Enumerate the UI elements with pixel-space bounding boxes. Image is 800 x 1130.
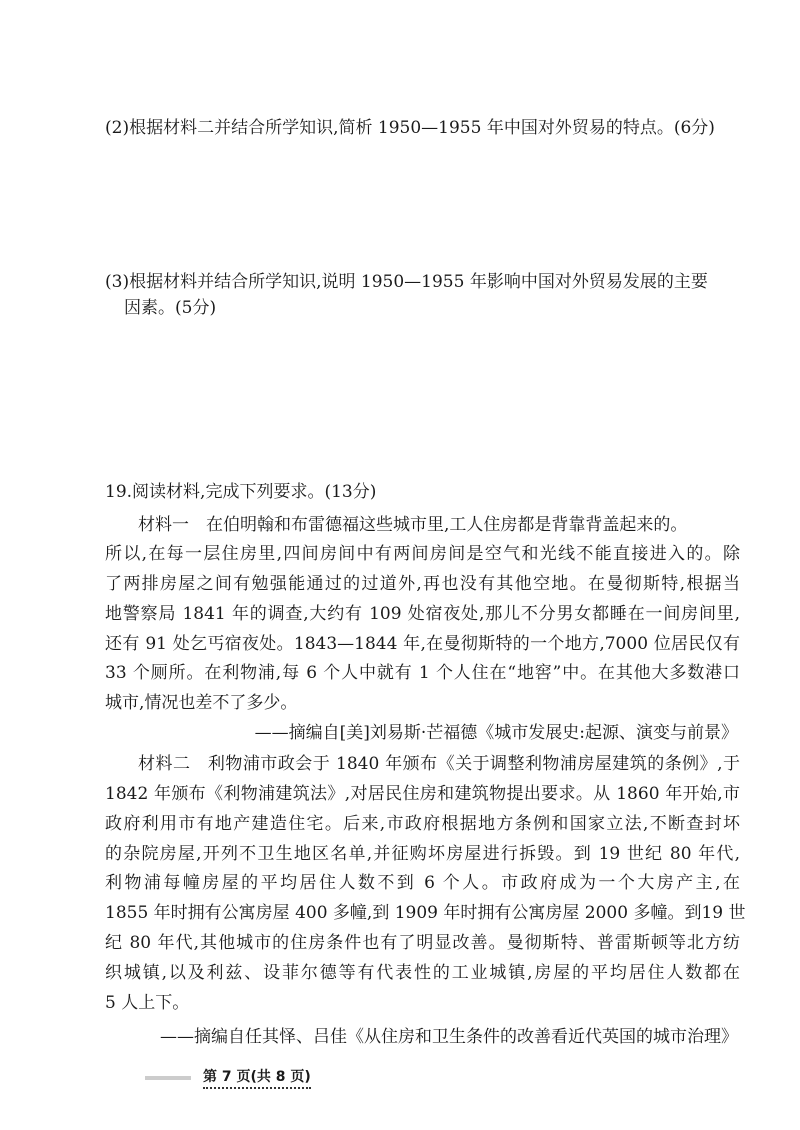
m2-line: 5 人上下。 (105, 993, 190, 1013)
m2-source: ——摘编自任其怿、吕佳《从住房和卫生条件的改善看近代英国的城市治理》 (160, 1027, 738, 1047)
m1-line: 地警察局 1841 年的调查,大约有 109 处宿夜处,那儿不分男女都睡在一间房间里, (105, 604, 740, 624)
q18-part3-line1: (3)根据材料并结合所学知识,说明 1950—1955 年影响中国对外贸易发展的主要 (105, 272, 708, 292)
m2-line: 政府利用市有地产建造住宅。后来,市政府根据地方条例和国家立法,不断查封坏 (105, 814, 740, 834)
q19-title: 19.阅读材料,完成下列要求。(13分) (105, 482, 377, 502)
m1-line: 材料一 在伯明翰和布雷德福这些城市里,工人住房都是背靠背盖起来的。 (138, 515, 688, 535)
m1-line: 33 个厕所。在利物浦,每 6 个人中就有 1 个人住在“地窖”中。在其他大多数港口 (105, 663, 740, 683)
m2-line: 利物浦每幢房屋的平均居住人数不到 6 个人。市政府成为一个大房产主,在 (105, 873, 740, 893)
m2-line: 1842 年颁布《利物浦建筑法》,对居民住房和建筑物提出要求。从 1860 年开始,市 (105, 784, 740, 804)
m1-line: 城市,情况也差不了多少。 (105, 693, 298, 713)
m1-line: 所以,在每一层住房里,四间房间中有两间房间是空气和光线不能直接进入的。除 (105, 544, 740, 564)
m1-line: 还有 91 处乞丐宿夜处。1843—1844 年,在曼彻斯特的一个地方,7000 位居民仅有 (105, 634, 740, 654)
m2-line: 材料二 利物浦市政会于 1840 年颁布《关于调整利物浦房屋建筑的条例》,于 (138, 754, 740, 774)
scan-smudge (145, 1076, 191, 1080)
page-number: 第 7 页(共 8 页) (203, 1066, 311, 1089)
m2-line: 1855 年时拥有公寓房屋 400 多幢,到 1909 年时拥有公寓房屋 2000 多幢。到19 世 (105, 903, 746, 923)
q18-part3-line2: 因素。(5分) (124, 298, 217, 318)
m1-source: ——摘编自[美]刘易斯·芒福德《城市发展史:起源、演变与前景》 (254, 723, 738, 743)
m2-line: 织城镇,以及利兹、设菲尔德等有代表性的工业城镇,房屋的平均居住人数都在 (105, 963, 740, 983)
q18-part2: (2)根据材料二并结合所学知识,简析 1950—1955 年中国对外贸易的特点。(6分) (105, 118, 715, 138)
m2-line: 纪 80 年代,其他城市的住房条件也有了明显改善。曼彻斯特、普雷斯顿等北方纺 (105, 933, 740, 953)
m2-line: 的杂院房屋,开列不卫生地区名单,并征购坏房屋进行拆毁。到 19 世纪 80 年代, (105, 844, 740, 864)
m1-line: 了两排房屋之间有勉强能通过的过道外,再也没有其他空地。在曼彻斯特,根据当 (105, 574, 740, 594)
